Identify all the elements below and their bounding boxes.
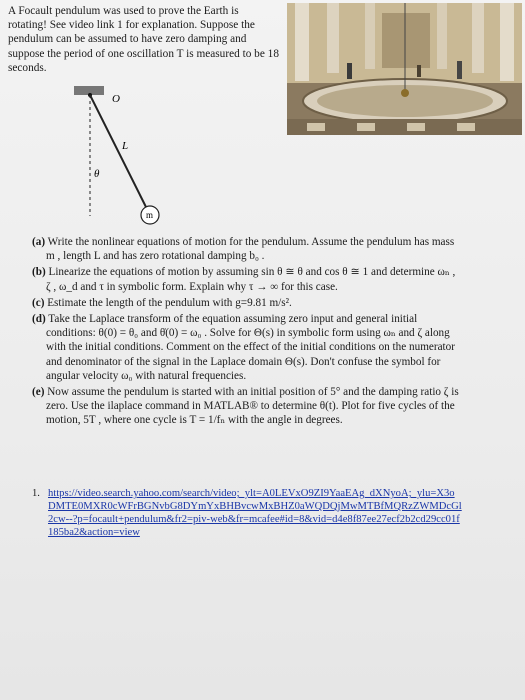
video-link[interactable]: https://video.search.yahoo.com/search/video;_ylt=A0LEVxO9ZI9YaaEAg_dXNyoA;_ylu=X3oDMTE0MXR0cWFrBGNvbG8DYmYxBHBvcwMxBHZ0aWQDQjMwMTBfMQRzZWMDcGl2cw--?p=focault+pendulum&fr2=piv-web&fr=mcafee#id=8&vid=d4e8f87ee27ecf2b2cd29cc01f185ba2&action=view — [48, 488, 462, 538]
question-tag: (e) — [32, 386, 45, 399]
reference-number: 1. — [32, 488, 40, 499]
question-text: Take the Laplace transform of the equation assuming zero input and general initial conditions: θ(0) = θ₀ and θ̇(0) = ω₀ . Solve for Θ(s) in symbolic form using ωₙ and ζ along with the initial conditions. Comment on the effect of the initial conditions on the numerator and denominator of the signal in the Laplace domain Θ(s). Don't confuse the symbol for angular velocity ω₀ with natural frequencies. — [46, 313, 455, 382]
angle-label: θ — [94, 168, 100, 180]
question-d — [32, 312, 462, 383]
question-tag: (a) — [32, 236, 46, 248]
question-e — [32, 385, 462, 428]
question-text: Estimate the length of the pendulum with g=9.81 m/s². — [47, 296, 292, 309]
question-tag: (d) — [32, 313, 46, 326]
mass-label: m — [146, 210, 154, 220]
pendulum-photo-illustration — [287, 3, 522, 135]
question-b — [32, 265, 462, 293]
question-tag: (b) — [32, 266, 46, 279]
intro-paragraph: A Focault pendulum was used to prove the Earth is rotating! See video link 1 for explanation. Suppose the pendulum can be assumed to have zero damping and suppose the period of one oscillation T is measured to be 18 seconds. — [8, 5, 279, 74]
question-tag: (c) — [32, 296, 45, 309]
question-text: Write the nonlinear equations of motion for the pendulum. Assume the pendulum has mass m , length L and has zero rotational damping b₀ . — [46, 236, 455, 263]
question-a — [32, 235, 462, 263]
pendulum-photo — [287, 3, 522, 135]
pendulum-diagram — [68, 84, 178, 234]
length-label: L — [122, 140, 129, 152]
pivot-label: O — [112, 93, 120, 105]
pendulum-rod — [90, 95, 146, 207]
question-text: Linearize the equations of motion by assuming sin θ ≅ θ and cos θ ≅ 1 and determine ωₙ , ζ , ω_d and τ in symbolic form. Explain why τ → ∞ for this case. — [46, 266, 456, 293]
question-c — [32, 296, 462, 310]
question-text: Now assume the pendulum is started with an initial position of 5° and the damping ratio ζ is zero. Use the ilaplace command in MATLAB® to determine θ(t). Plot for five cycles of the motion, 5T , where one cycle is T = 1/fₙ with the angle in degrees. — [46, 386, 459, 427]
reference-item — [32, 487, 462, 539]
question-list — [32, 235, 462, 430]
